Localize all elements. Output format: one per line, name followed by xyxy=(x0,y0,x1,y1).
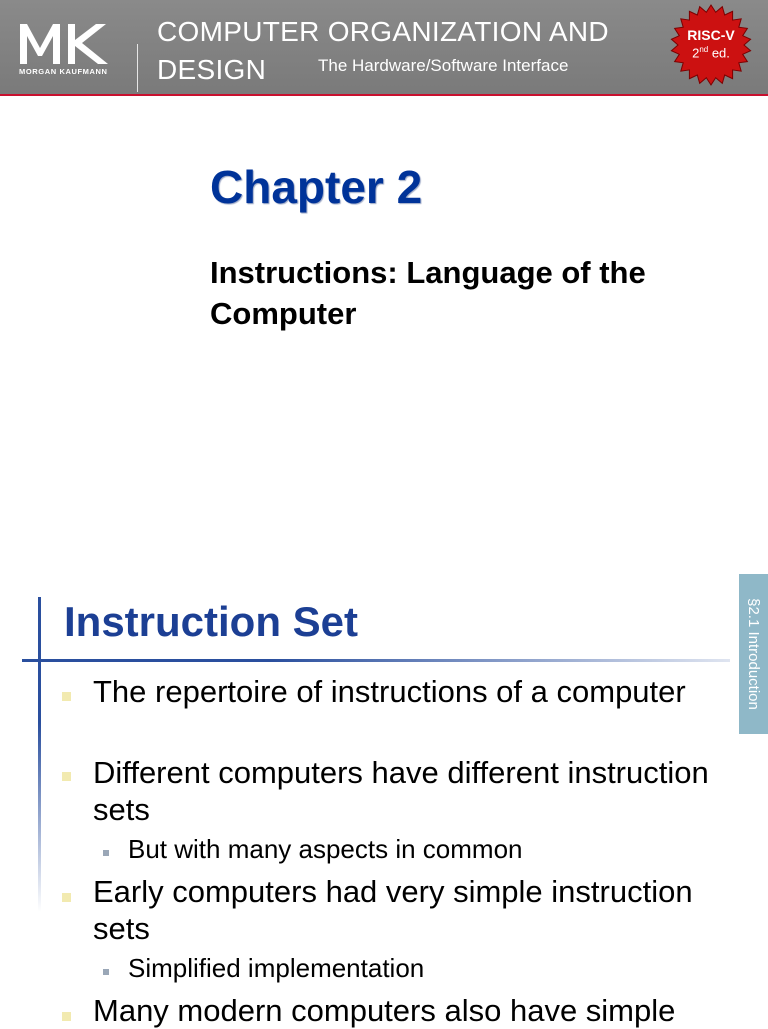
header-accent-rule xyxy=(0,94,768,96)
bullet-text: Different computers have different instruction sets xyxy=(93,755,709,827)
badge-risc-v-label: RISC-V xyxy=(687,27,735,43)
section-side-tab-label: §2.1 Introduction xyxy=(745,598,762,710)
bullet-icon xyxy=(62,692,71,701)
chapter-title: Chapter 2 xyxy=(210,161,423,213)
sub-bullet-icon xyxy=(103,969,109,975)
bullet-icon xyxy=(62,893,71,902)
sub-bullet-icon xyxy=(103,850,109,856)
title-horizontal-rule xyxy=(22,659,730,662)
bullet-icon xyxy=(62,772,71,781)
edition-badge-text xyxy=(670,28,752,61)
bullet-text: The repertoire of instructions of a computer xyxy=(93,674,686,709)
title-vertical-rule xyxy=(38,597,41,912)
sub-bullet-text: Simplified implementation xyxy=(128,953,425,983)
bullet-text: Early computers had very simple instruction sets xyxy=(93,874,693,946)
header-divider xyxy=(137,44,138,92)
section-side-tab xyxy=(739,574,768,734)
sub-bullet-text: But with many aspects in common xyxy=(128,834,523,864)
slide-title: Instruction Set xyxy=(64,598,359,645)
book-title-line2: DESIGN xyxy=(157,54,267,85)
bullet-icon xyxy=(62,1012,71,1021)
book-subtitle: The Hardware/Software Interface xyxy=(318,56,569,75)
book-title-line1: COMPUTER ORGANIZATION AND xyxy=(157,16,609,47)
badge-edition-label: 2nd ed. xyxy=(692,45,730,61)
bullet-text: Many modern computers also have simple xyxy=(93,993,676,1028)
chapter-subtitle: Instructions: Language of the Computer xyxy=(210,255,646,331)
slide-instruction-set xyxy=(0,540,768,1028)
logo-caption: MORGAN KAUFMANN xyxy=(19,67,108,76)
